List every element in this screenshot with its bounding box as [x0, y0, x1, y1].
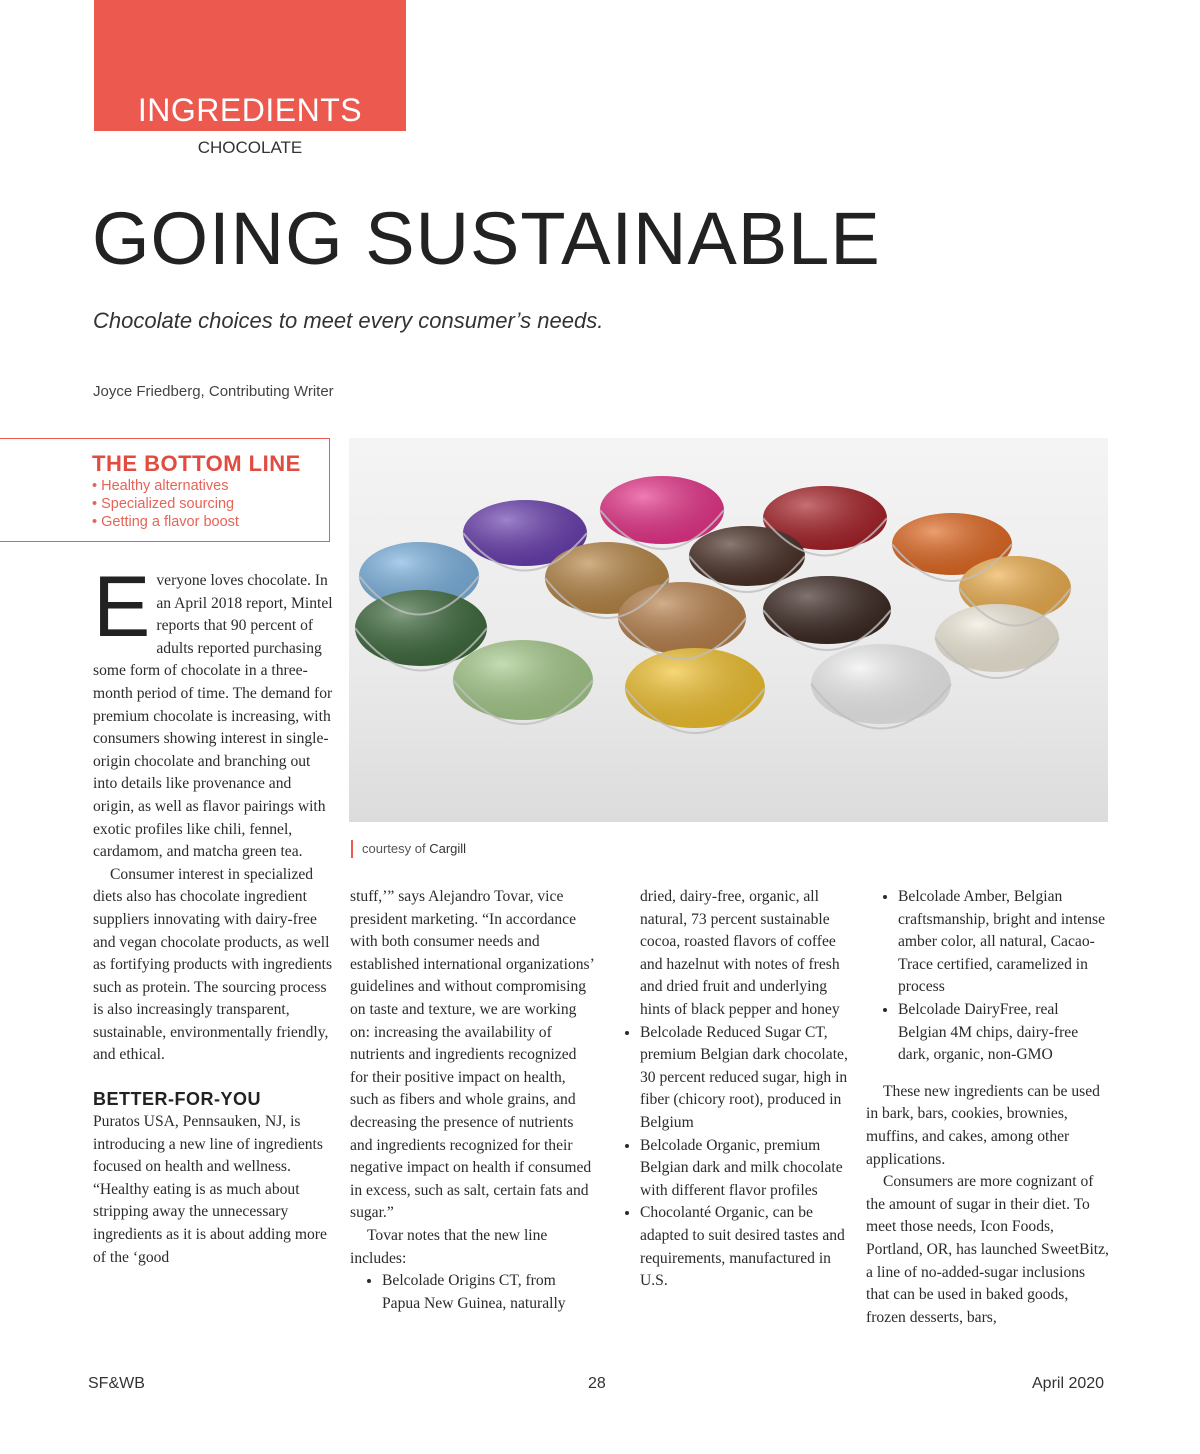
paragraph: veryone loves chocolate. In an April 2018 report, Mintel reports that 90 percent of adults reported purchasing some form of chocolate in a three-month period of time. The demand for premium chocolate is increasing, with consumers showing interest in single-origin chocolate and branching out into details like provenance and origin, as well as flavor pairings with exotic profiles like chili, fennel, cardamom, and matcha green tea. — [93, 572, 333, 861]
bottom-line-item: • Healthy alternatives — [92, 478, 229, 494]
footer-page-number: 28 — [588, 1375, 606, 1392]
list-item-continued: dried, dairy-free, organic, all natural, 73 percent sustainable cocoa, roasted flavors of coffee and hazelnut with notes of fresh and dried fruit and underlying hints of black pepper and honey — [640, 888, 840, 1018]
headline: GOING SUSTAINABLE — [92, 197, 881, 280]
list-item: • Chocolanté Organic, can be adapted to suit desired tastes and requirements, manufactured in U.S. — [640, 1202, 852, 1292]
paragraph: Tovar notes that the new line includes: — [350, 1226, 548, 1267]
bottom-line-item: • Specialized sourcing — [92, 496, 235, 512]
paragraph: Consumer interest in specialized diets also has chocolate ingredient suppliers innovating with dairy-free and vegan chocolate products, as well as fortifying products with ingredients such as protein. The sourcing process is also increasingly transparent, sustainable, environmentally friendly, and ethical. — [93, 865, 333, 1064]
byline: Joyce Friedberg, Contributing Writer — [93, 383, 334, 400]
caption-credit: Cargill — [429, 841, 467, 856]
section-label: INGREDIENTS — [137, 92, 363, 128]
bottom-line-list — [92, 477, 239, 531]
bottom-line-box — [0, 438, 330, 542]
chocolate-bowls-illustration — [349, 438, 1108, 822]
list-item: • Belcolade Origins CT, from Papua New Guinea, naturally — [382, 1270, 595, 1315]
product-list — [866, 886, 1110, 1067]
drop-cap: E — [93, 559, 151, 655]
chocolate-bowls-photo — [349, 438, 1108, 822]
article-column-1 — [93, 559, 333, 1269]
photo-caption — [351, 840, 466, 858]
footer-publication: SF&WB — [88, 1375, 145, 1392]
deck: Chocolate choices to meet every consumer’s needs. — [93, 308, 604, 333]
caption-prefix: courtesy of — [362, 841, 426, 856]
paragraph: Consumers are more cognizant of the amount of sugar in their diet. To meet those needs, Icon Foods, Portland, OR, has launched SweetBitz, a line of no-added-sugar inclusions that can be used in baked goods, frozen desserts, bars, — [866, 1173, 1109, 1326]
list-item: • Belcolade Amber, Belgian craftsmanship, bright and intense amber color, all natural, Cacao-Trace certified, caramelized in process — [898, 886, 1110, 999]
product-list — [350, 1270, 595, 1315]
section-banner — [94, 0, 406, 131]
product-list — [608, 1022, 852, 1293]
footer-date: April 2020 — [1032, 1375, 1105, 1392]
paragraph: stuff,’” says Alejandro Tovar, vice president marketing. “In accordance with both consumer needs and established international organizations’ guidelines and without compromising on taste and texture, we are working on: increasing the availability of nutrients and ingredients recognized for their positive impact on health, such as fibers and whole grains, and decreasing the presence of nutrients and ingredients recognized for their negative impact on health if consumed in excess, such as salt, certain fats and sugar.” — [350, 888, 594, 1222]
article-column-3 — [608, 886, 852, 1293]
paragraph: Puratos USA, Pennsauken, NJ, is introducing a new line of ingredients focused on health and wellness. “Healthy eating is as much about stripping away the unnecessary ingredients as it is about adding more of the ‘good — [93, 1113, 327, 1266]
paragraph: These new ingredients can be used in bark, bars, cookies, brownies, muffins, and cakes, among other applications. — [866, 1082, 1100, 1168]
subheading: BETTER-FOR-YOU — [93, 1089, 261, 1110]
bottom-line-title: THE BOTTOM LINE — [92, 451, 301, 476]
list-item: • Belcolade Organic, premium Belgian dark and milk chocolate with different flavor profiles — [640, 1135, 852, 1203]
article-column-4 — [866, 886, 1110, 1329]
subsection-label: CHOCOLATE — [197, 138, 303, 157]
article-column-2 — [350, 886, 595, 1315]
list-item: • Belcolade DairyFree, real Belgian 4M chips, dairy-free dark, organic, non-GMO — [898, 999, 1110, 1067]
bottom-line-item: • Getting a flavor boost — [92, 514, 239, 530]
list-item: • Belcolade Reduced Sugar CT, premium Belgian dark chocolate, 30 percent reduced sugar, high in fiber (chicory root), produced in Belgium — [640, 1022, 852, 1135]
